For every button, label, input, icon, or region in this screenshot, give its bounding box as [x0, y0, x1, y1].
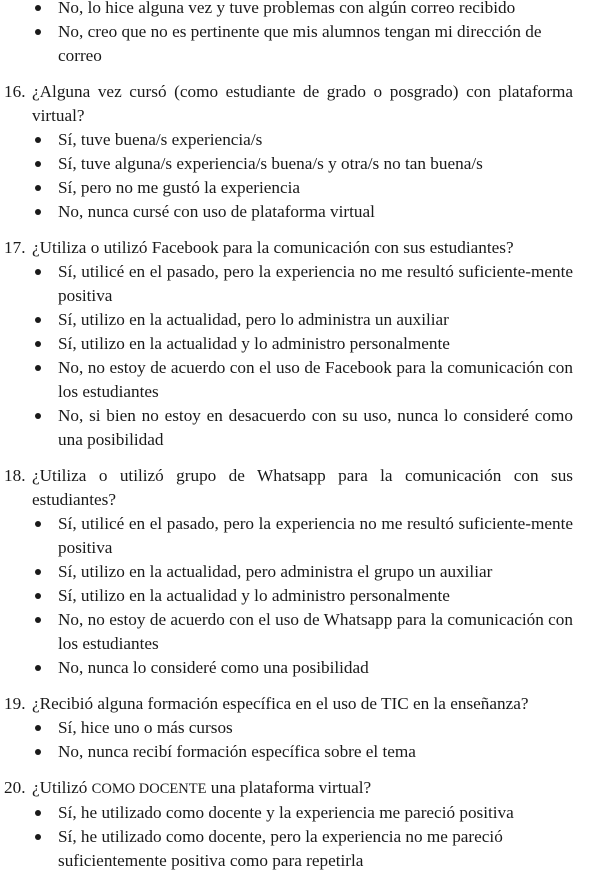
question-19-options [0, 716, 605, 764]
bullet-icon [33, 560, 43, 584]
question-17-options [0, 260, 605, 452]
bullet-icon [33, 176, 43, 200]
question-18 [0, 464, 573, 512]
option-item: Sí, utilizo en la actualidad, pero lo administra un auxiliar [2, 308, 573, 332]
question-16 [0, 80, 573, 128]
question-number: 16. [4, 82, 26, 101]
option-item: No, no estoy de acuerdo con el uso de Facebook para la comunicación con los estudiantes [2, 356, 573, 404]
question-19 [0, 692, 573, 716]
question-text: ¿Utiliza o utilizó Facebook para la comunicación con sus estudiantes? [32, 238, 514, 257]
bullet-icon [33, 152, 43, 176]
option-item: Sí, pero no me gustó la experiencia [2, 176, 573, 200]
bullet-icon [33, 512, 43, 536]
bullet-icon [33, 656, 43, 680]
question-number: 20. [4, 778, 26, 797]
question-16-options [0, 128, 605, 224]
bullet-icon [33, 584, 43, 608]
bullet-icon [33, 332, 43, 356]
bullet-icon [33, 356, 43, 380]
emphasis-text: COMO DOCENTE [91, 781, 207, 797]
question-text: ¿Alguna vez cursó (como estudiante de grado o posgrado) con plataforma virtual? [32, 82, 573, 125]
bullet-icon [33, 0, 43, 20]
question-text: ¿Utiliza o utilizó grupo de Whatsapp para la comunicación con sus estudiantes? [32, 466, 573, 509]
question-number: 19. [4, 694, 26, 713]
option-item: Sí, hice uno o más cursos [2, 716, 573, 740]
question-text: ¿Utilizó COMO DOCENTE una plataforma virtual? [32, 778, 372, 797]
option-item: Sí, utilicé en el pasado, pero la experiencia no me resultó suficiente-mente positiva [2, 260, 573, 308]
option-item: No, nunca cursé con uso de plataforma virtual [2, 200, 573, 224]
option-item: No, si bien no estoy en desacuerdo con su uso, nunca lo consideré como una posibilidad [2, 404, 573, 452]
option-item: Sí, he utilizado como docente y la experiencia me pareció positiva [2, 801, 573, 825]
bullet-icon [33, 128, 43, 152]
bullet-icon [33, 740, 43, 764]
question-number: 18. [4, 466, 26, 485]
bullet-icon [33, 608, 43, 632]
option-item: Sí, utilizo en la actualidad y lo administro personalmente [2, 332, 573, 356]
option-item: Sí, utilicé en el pasado, pero la experiencia no me resultó suficiente-mente positiva [2, 512, 573, 560]
bullet-icon [33, 260, 43, 284]
bullet-icon [33, 404, 43, 428]
question-20 [0, 776, 573, 801]
bullet-icon [33, 308, 43, 332]
intro-options [0, 0, 605, 68]
bullet-icon [33, 200, 43, 224]
question-17 [0, 236, 573, 260]
option-item: No, nunca recibí formación específica sobre el tema [2, 740, 573, 764]
bullet-icon [33, 20, 43, 44]
option-item: No, lo hice alguna vez y tuve problemas con algún correo recibido [2, 0, 573, 20]
option-item: Sí, tuve buena/s experiencia/s [2, 128, 573, 152]
question-text: ¿Recibió alguna formación específica en el uso de TIC en la enseñanza? [32, 694, 529, 713]
bullet-icon [33, 801, 43, 825]
question-18-options [0, 512, 605, 680]
bullet-icon [33, 716, 43, 740]
option-item: Sí, tuve alguna/s experiencia/s buena/s y otra/s no tan buena/s [2, 152, 573, 176]
option-item: Sí, utilizo en la actualidad, pero administra el grupo un auxiliar [2, 560, 573, 584]
bullet-icon [33, 825, 43, 849]
option-item: No, no estoy de acuerdo con el uso de Whatsapp para la comunicación con los estudiantes [2, 608, 573, 656]
question-number: 17. [4, 238, 26, 257]
option-item: No, creo que no es pertinente que mis alumnos tengan mi dirección de correo [2, 20, 573, 68]
option-item: Sí, utilizo en la actualidad y lo administro personalmente [2, 584, 573, 608]
question-20-options [0, 801, 605, 873]
option-item: Sí, he utilizado como docente, pero la experiencia no me pareció suficientemente positiva como para repetirla [2, 825, 573, 873]
option-item: No, nunca lo consideré como una posibilidad [2, 656, 573, 680]
